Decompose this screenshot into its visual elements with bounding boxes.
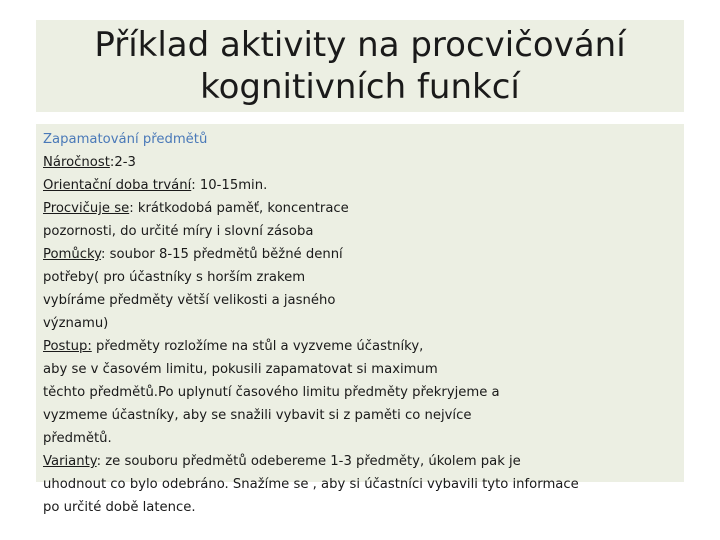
variants-line-cont-2: po určité době latence. <box>43 500 196 515</box>
difficulty-line <box>43 151 663 174</box>
variants-line-cont-1: uhodnout co bylo odebráno. Snažíme se , aby si účastníci vybavili tyto informace <box>43 477 579 492</box>
practice-label: Procvičuje se <box>43 201 130 216</box>
activity-name: Zapamatování předmětů <box>43 132 208 147</box>
tools-line <box>43 243 663 266</box>
slide-title-line-2: kognitivních funkcí <box>200 67 520 107</box>
tools-line-cont-1: potřeby( pro účastníky s horším zrakem <box>43 270 306 285</box>
tools-line-cont-3: významu) <box>43 316 109 331</box>
duration-value: : 10-15min. <box>191 178 268 193</box>
variants-value: : ze souboru předmětů odebereme 1-3 předměty, úkolem pak je <box>96 454 521 469</box>
practice-value: : krátkodobá paměť, koncentrace <box>129 201 349 216</box>
variants-label: Varianty <box>43 454 97 469</box>
duration-line <box>43 174 663 197</box>
procedure-line-cont-1: aby se v časovém limitu, pokusili zapamatovat si maximum <box>43 362 438 377</box>
activity-description <box>43 128 663 519</box>
procedure-label: Postup: <box>43 339 92 354</box>
procedure-value: předměty rozložíme na stůl a vyzveme účastníky, <box>91 339 424 354</box>
procedure-line <box>43 335 663 358</box>
practice-line <box>43 197 663 220</box>
slide-title-line-1: Příklad aktivity na procvičování <box>94 25 626 65</box>
title-panel <box>36 20 684 112</box>
difficulty-value: :2-3 <box>109 155 136 170</box>
practice-line-cont: pozornosti, do určité míry i slovní zásoba <box>43 224 314 239</box>
procedure-line-cont-4: předmětů. <box>43 431 112 446</box>
procedure-line-cont-3: vyzmeme účastníky, aby se snažili vybavit si z paměti co nejvíce <box>43 408 472 423</box>
tools-line-cont-2: vybíráme předměty větší velikosti a jasného <box>43 293 336 308</box>
tools-label: Pomůcky <box>43 247 102 262</box>
tools-value: : soubor 8-15 předmětů běžné denní <box>101 247 343 262</box>
procedure-line-cont-2: těchto předmětů.Po uplynutí časového limitu předměty překryjeme a <box>43 385 500 400</box>
difficulty-label: Náročnost <box>43 155 110 170</box>
duration-label: Orientační doba trvání <box>43 178 192 193</box>
variants-line <box>43 450 663 473</box>
